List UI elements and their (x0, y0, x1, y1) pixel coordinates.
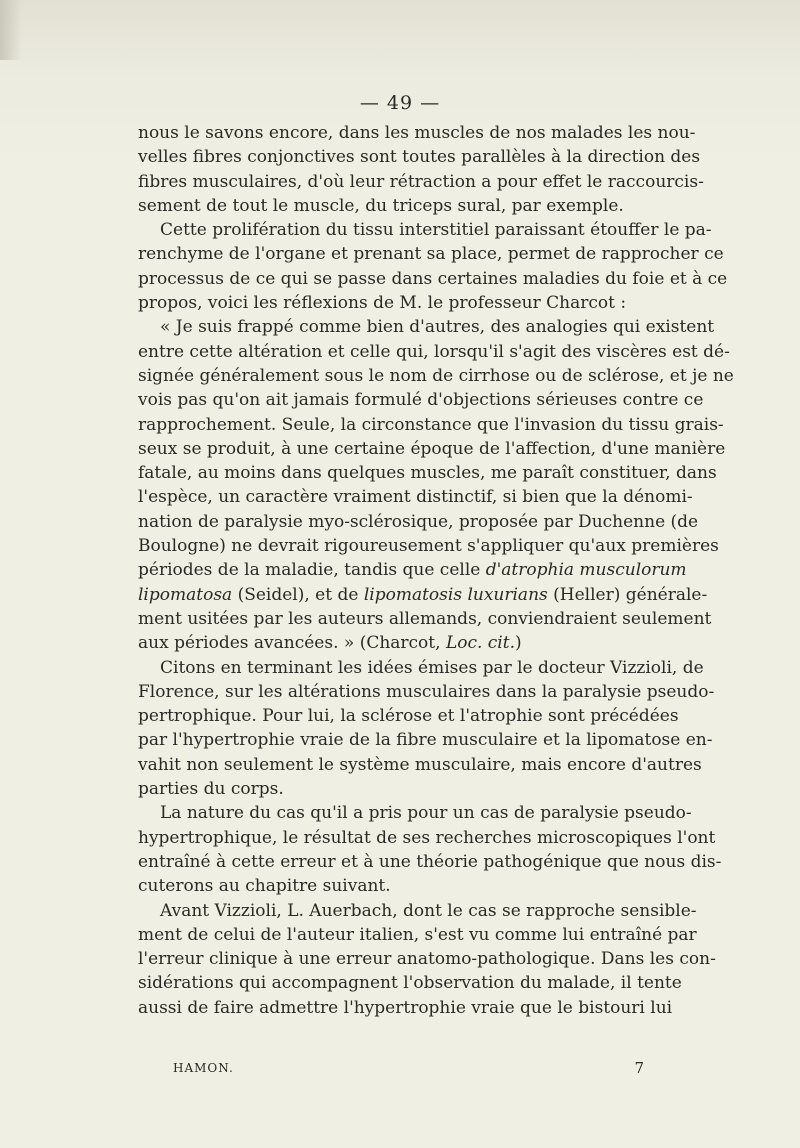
text-line (138, 510, 699, 534)
text-line (138, 899, 697, 923)
text-segment: parties du corps. (138, 779, 284, 800)
text-line (138, 194, 652, 218)
text-segment: propos, voici les réflexions de M. le professeur Charcot : (138, 293, 627, 314)
text-line (138, 801, 692, 825)
text-line (138, 777, 652, 801)
text-segment: vois pas qu'on ait jamais formulé d'objections sérieuses contre ce (138, 390, 704, 411)
text-line (138, 971, 682, 995)
text-line (138, 461, 717, 485)
text-line (138, 656, 704, 680)
text-segment: aux périodes avancées. » (Charcot, (138, 633, 446, 654)
text-segment: par l'hypertrophie vraie de la fibre musculaire et la lipomatose en- (138, 730, 713, 751)
text-segment: (Seidel), et de (232, 584, 364, 605)
text-segment: l'erreur clinique à une erreur anatomo-pathologique. Dans les con- (138, 949, 716, 970)
text-line (138, 583, 708, 607)
text-segment: seux se produit, à une certaine époque de l'affection, d'une manière (138, 438, 726, 459)
text-segment: nation de paralysie myo-sclérosique, proposée par Duchenne (de (138, 511, 699, 532)
text-segment: périodes de la maladie, tandis que celle (138, 560, 486, 581)
text-line (138, 413, 724, 437)
text-segment: hypertrophique, le résultat de ses recherches microscopiques l'ont (138, 827, 716, 848)
text-line (138, 850, 722, 874)
text-line (138, 218, 712, 242)
text-segment: Boulogne) ne devrait rigoureusement s'appliquer qu'aux premières (138, 536, 719, 557)
text-line (138, 485, 693, 509)
text-segment: pertrophique. Pour lui, la sclérose et l'atrophie sont précédées (138, 706, 679, 727)
body-text (138, 121, 734, 1020)
italic-term: lipomatosis luxurians (363, 584, 548, 605)
page-footer (145, 1059, 645, 1079)
text-line (138, 267, 728, 291)
text-line (138, 631, 652, 655)
text-segment: ment de celui de l'auteur italien, s'est vu comme lui entraîné par (138, 924, 697, 945)
text-line (138, 534, 719, 558)
text-segment: nous le savons encore, dans les muscles de nos malades les nou- (138, 123, 696, 143)
text-line (138, 607, 712, 631)
text-segment: processus de ce qui se passe dans certaines maladies du foie et à ce (138, 268, 728, 289)
text-segment: Avant Vizzioli, L. Auerbach, dont le cas se rapproche sensible- (160, 900, 697, 921)
italic-term: Loc. cit. (445, 633, 515, 654)
text-line (138, 242, 724, 266)
page-number: — 49 — (359, 92, 441, 114)
text-line (138, 291, 652, 315)
text-line (138, 315, 715, 339)
text-line (138, 826, 716, 850)
text-line (138, 170, 704, 194)
text-line (138, 145, 701, 169)
text-line (138, 364, 734, 388)
text-segment: fibres musculaires, d'où leur rétraction a pour effet le raccourcis- (138, 171, 704, 192)
text-segment: Florence, sur les altérations musculaires dans la paralysie pseudo- (138, 681, 715, 702)
page-edge-shadow (0, 0, 22, 60)
sheet-number: 7 (634, 1059, 645, 1077)
text-line (138, 996, 673, 1020)
text-line (138, 947, 716, 971)
text-line (138, 728, 713, 752)
text-line (138, 340, 730, 364)
text-segment: entre cette altération et celle qui, lorsqu'il s'agit des viscères est dé- (138, 341, 730, 362)
printer-signature: HAMON. (173, 1061, 234, 1075)
text-line (138, 753, 702, 777)
text-segment: La nature du cas qu'il a pris pour un cas de paralysie pseudo- (160, 803, 692, 824)
text-segment: aussi de faire admettre l'hypertrophie vraie que le bistouri lui (138, 997, 673, 1018)
text-segment: (Heller) générale- (547, 584, 708, 605)
text-segment: fatale, au moins dans quelques muscles, me paraît constituer, dans (138, 463, 717, 484)
text-line (138, 923, 697, 947)
text-segment: sidérations qui accompagnent l'observation du malade, il tente (138, 973, 682, 994)
italic-term: d'atrophia musculorum (485, 560, 687, 581)
text-segment: signée généralement sous le nom de cirrhose ou de sclérose, et je ne (138, 365, 734, 386)
text-line (138, 704, 679, 728)
text-segment: « Je suis frappé comme bien d'autres, des analogies qui existent (160, 317, 715, 338)
text-line (138, 558, 687, 582)
text-line (138, 680, 715, 704)
text-segment: ) (514, 633, 522, 654)
text-segment: entraîné à cette erreur et à une théorie pathogénique que nous dis- (138, 851, 722, 872)
text-line (138, 388, 704, 412)
text-segment: velles fibres conjonctives sont toutes parallèles à la direction des (138, 147, 701, 168)
text-segment: Cette prolifération du tissu interstitiel paraissant étouffer le pa- (160, 220, 712, 241)
text-segment: ment usitées par les auteurs allemands, conviendraient seulement (138, 608, 712, 629)
text-segment: vahit non seulement le système musculaire, mais encore d'autres (138, 754, 702, 775)
text-segment: sement de tout le muscle, du triceps sural, par exemple. (138, 195, 624, 216)
text-line (138, 437, 726, 461)
text-segment: cuterons au chapitre suivant. (138, 876, 391, 897)
text-line (138, 121, 696, 145)
text-segment: rapprochement. Seule, la circonstance que l'invasion du tissu grais- (138, 414, 724, 435)
text-segment: renchyme de l'organe et prenant sa place, permet de rapprocher ce (138, 244, 724, 265)
italic-term: lipomatosa (138, 584, 233, 605)
text-segment: l'espèce, un caractère vraiment distinctif, si bien que la dénomi- (138, 487, 693, 508)
text-line (138, 874, 652, 898)
text-segment: Citons en terminant les idées émises par le docteur Vizzioli, de (160, 657, 704, 678)
